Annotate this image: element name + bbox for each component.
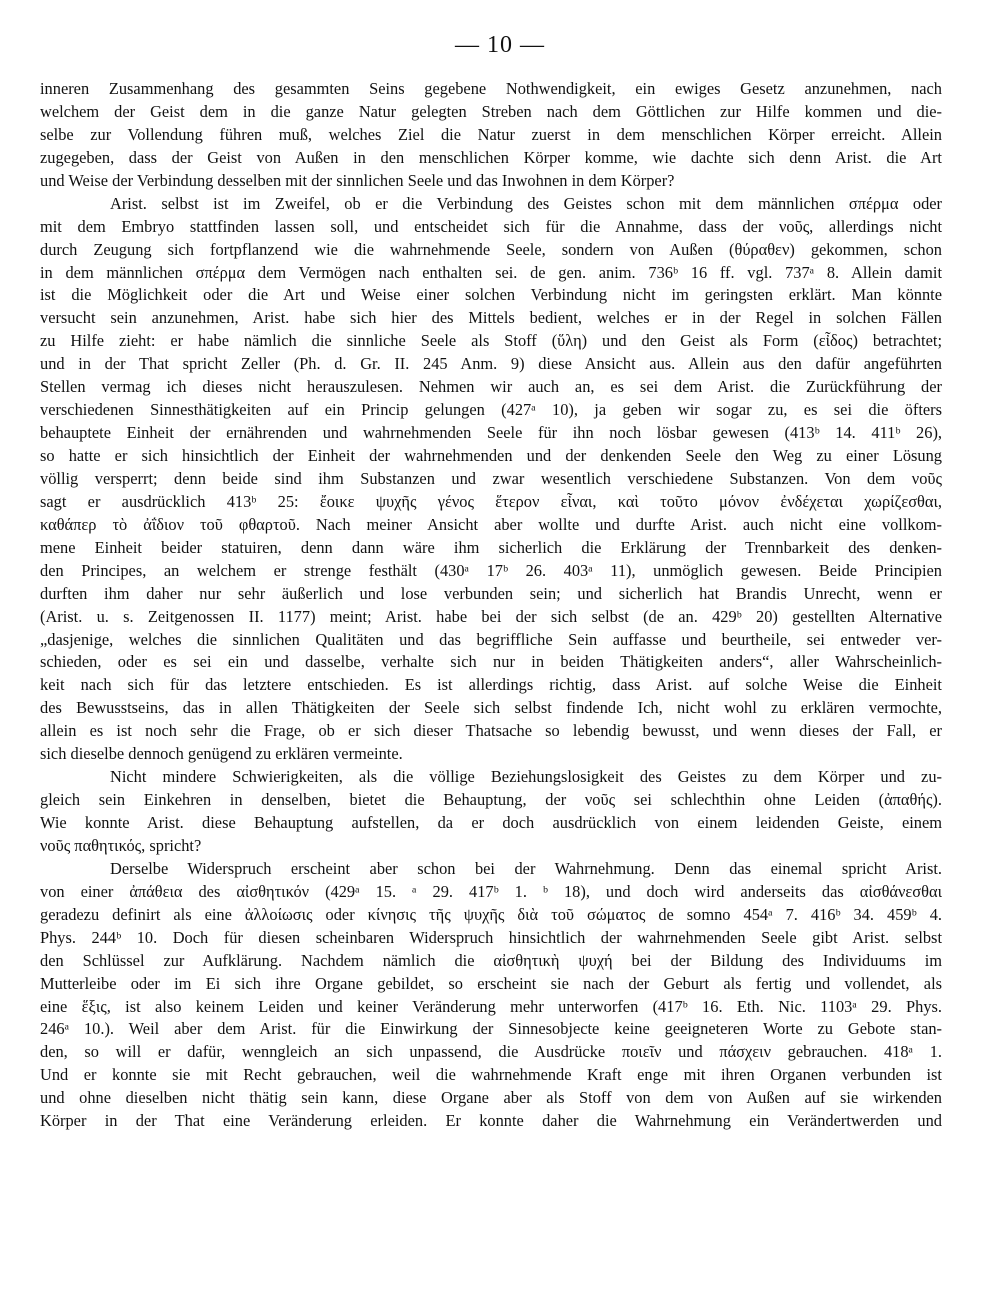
- text-line: νοῦς παθητικός, spricht?: [40, 835, 202, 855]
- text-line: καθάπερ τὸ ἀΐδιον τοῦ φθαρτοῦ. Nach meiner Ansicht aber wollte und durfte Arist. auch nicht eine vollkom-: [40, 514, 942, 534]
- text-line: durch Zeugung sich fortpflanzend wie die wahrnehmende Seele, sondern von Außen (θύραθεν) gekommen, schon: [40, 239, 942, 259]
- text-line: den Schlüssel zur Aufklärung. Nachdem nämlich die αἰσθητικὴ ψυχή bei der Bildung des Individuums im: [40, 950, 942, 970]
- text-line: zu Hilfe zieht: er habe nämlich die sinnliche Seele als Stoff (ὕλη) und den Geist als Form (εἶδος) betrachtet;: [40, 331, 942, 351]
- text-line: mit dem Embryo stattfinden lassen soll, und entscheidet sich für die Annahme, dass der νοῦς, allerdings nicht: [40, 216, 942, 236]
- text-line: Mutterleibe oder im Ei sich ihre Organe gebildet, so erscheint sie nach der Geburt als fertig und vollendet, als: [40, 973, 942, 993]
- text-line: zugegeben, dass der Geist von Außen in den menschlichen Körper komme, wie dachte sich denn Arist. die Art: [40, 147, 942, 167]
- text-line: ist die Möglichkeit oder die Art und Weise einer solchen Verbindung nicht im geringsten erklärt. Man könnte: [40, 285, 942, 305]
- text-line: und in der That spricht Zeller (Ph. d. Gr. II. 245 Anm. 9) diese Ansicht aus. Allein aus den dafür angeführten: [40, 354, 942, 374]
- text-line: gleich sein Einkehren in denselben, bietet die Behauptung, der νοῦς sei schlechthin ohne Leiden (ἀπαθής).: [40, 790, 942, 810]
- text-line: keit nach sich für das letztere entschieden. Es ist allerdings richtig, dass Arist. auf solche Weise die Einheit: [40, 675, 942, 695]
- text-line: Phys. 244ᵇ 10. Doch für diesen scheinbaren Widerspruch hinsichtlich der wahrnehmenden Seele gibt Arist. selbst: [40, 927, 942, 947]
- page-number: — 10 —: [455, 32, 545, 58]
- text-line: in dem männlichen σπέρμα dem Vermögen nach enthalten sei. de gen. anim. 736ᵇ 16 ff. vgl. 737ᵃ 8. Allein damit: [40, 262, 942, 282]
- text-line: geradezu definirt als eine ἀλλοίωσις oder κίνησις τῆς ψυχῆς διὰ τοῦ σώματος de somno 454ᵃ 7. 416ᵇ 34. 459ᵇ 4.: [40, 904, 942, 924]
- text-line: selbe zur Vollendung führen muß, welches Ziel die Natur zuerst in dem menschlichen Körper erreicht. Allein: [40, 124, 942, 144]
- text-line: 246ᵃ 10.). Weil aber dem Arist. für die Einwirkung der Sinnesobjecte keine geeigneteren Worte zu Gebote stan-: [40, 1019, 942, 1039]
- text-line: eine ἕξις, ist also keinem Leiden und keiner Veränderung mehr unterworfen (417ᵇ 16. Eth. Nic. 1103ᵃ 29. Phys.: [40, 996, 942, 1016]
- text-line: Derselbe Widerspruch erscheint aber schon bei der Wahrnehmung. Denn das einemal spricht Arist.: [110, 858, 942, 878]
- text-line: Nicht mindere Schwierigkeiten, als die völlige Beziehungslosigkeit des Geistes zu dem Körper und zu-: [110, 767, 942, 787]
- text-line: sagt er ausdrücklich 413ᵇ 25: ἔοικε ψυχῆς γένος ἕτερον εἶναι, καὶ τοῦτο μόνον ἐνδέχεται χωρίζεσθαι,: [40, 491, 942, 511]
- text-line: Körper in der That eine Veränderung erleiden. Er konnte daher die Wahrnehmung ein Verändertwerden und: [40, 1111, 942, 1131]
- text-line: verschiedenen Sinnesthätigkeiten auf ein Princip gelungen (427ᵃ 10), ja geben wir sogar zu, es sei die öfters: [40, 400, 942, 420]
- text-line: den Principes, an welchem er strenge festhält (430ᵃ 17ᵇ 26. 403ᵃ 11), unmöglich gewesen. Beide Principien: [40, 560, 942, 580]
- text-line: Arist. selbst ist im Zweifel, ob er die Verbindung des Geistes schon mit dem männlichen σπέρμα oder: [110, 193, 942, 213]
- text-line: den, so will er dafür, wenngleich an sich unpassend, die Ausdrücke ποιεῖν und πάσχειν gebrauchen. 418ᵃ 1.: [40, 1042, 942, 1062]
- text-line: sich dieselbe dennoch genügend zu erklären vermeinte.: [40, 744, 403, 764]
- text-line: und ohne dieselben nicht thätig sein kann, diese Organe aber als Stoff von dem von Außen auf sie wirkenden: [40, 1088, 942, 1108]
- text-line: schieden, oder es sei ein und dasselbe, verhalte sich nur in beiden Thätigkeiten anders“, aller Wahrscheinlich-: [40, 652, 942, 672]
- text-line: völlig versperrt; denn beide sind ihm Substanzen und zwar wesentlich verschiedene Substanzen. Von dem νοῦς: [40, 468, 942, 488]
- text-line: von einer ἀπάθεια des αἰσθητικόν (429ᵃ 15. ᵃ 29. 417ᵇ 1. ᵇ 18), und doch wird anderseits das αἰσθάνεσθαι: [40, 881, 942, 901]
- text-line: inneren Zusammenhang des gesammten Seins gegebene Nothwendigkeit, ein ewiges Gesetz anzunehmen, nach: [40, 79, 942, 98]
- text-line: des Bewusstseins, das in allen Thätigkeiten der Seele sich selbst findende Ich, nicht wohl zu erklären vermochte,: [40, 698, 942, 718]
- text-line: allein es ist noch sehr die Frage, ob er sich dieser Thatsache so lebendig bewusst, und wenn dieses der Fall, er: [40, 721, 942, 741]
- body-text: [40, 78, 942, 1133]
- text-line: Und er konnte sie mit Recht gebrauchen, weil die wahrnehmende Kraft enge mit ihren Organen verbunden ist: [40, 1065, 942, 1085]
- text-line: (Arist. u. s. Zeitgenossen II. 1177) meint; Arist. habe bei der sich selbst (de an. 429ᵇ 20) gestellten Alternative: [40, 606, 942, 626]
- text-line: versucht sein anzunehmen, Arist. habe sich hier des Mittels bedient, welches er in der Regel in solchen Fällen: [40, 308, 942, 328]
- text-line: Stellen vermag ich dieses nicht herauszulesen. Nehmen wir auch an, es sei dem Arist. die Zurückführung der: [40, 377, 942, 397]
- text-line: welchem der Geist dem in die ganze Natur gelegten Streben nach dem Göttlichen zur Hilfe kommen und die-: [40, 101, 942, 121]
- text-line: „dasjenige, welches die sinnlichen Qualitäten und das begriffliche Sein auffasse und beurtheile, sei entweder ver-: [40, 629, 942, 649]
- text-line: und Weise der Verbindung desselben mit der sinnlichen Seele und das Inwohnen in dem Körper?: [40, 170, 675, 190]
- text-line: mene Einheit beider statuiren, denn dann wäre ihm sicherlich die Erklärung der Trennbarkeit des denken-: [40, 537, 942, 557]
- text-line: so hatte er sich hinsichtlich der Einheit der wahrnehmenden und der denkenden Seele den Weg zu einer Lösung: [40, 446, 942, 465]
- text-line: behauptete Einheit der ernährenden und wahrnehmenden Seele für ihn noch lösbar gewesen (413ᵇ 14. 411ᵇ 26),: [40, 423, 942, 443]
- text-line: durften ihm daher nur sehr äußerlich und lose verbunden sein; und sicherlich hat Brandis Unrecht, wenn er: [40, 583, 942, 603]
- text-line: Wie konnte Arist. diese Behauptung aufstellen, da er doch ausdrücklich von einem leidenden Geiste, einem: [40, 813, 942, 832]
